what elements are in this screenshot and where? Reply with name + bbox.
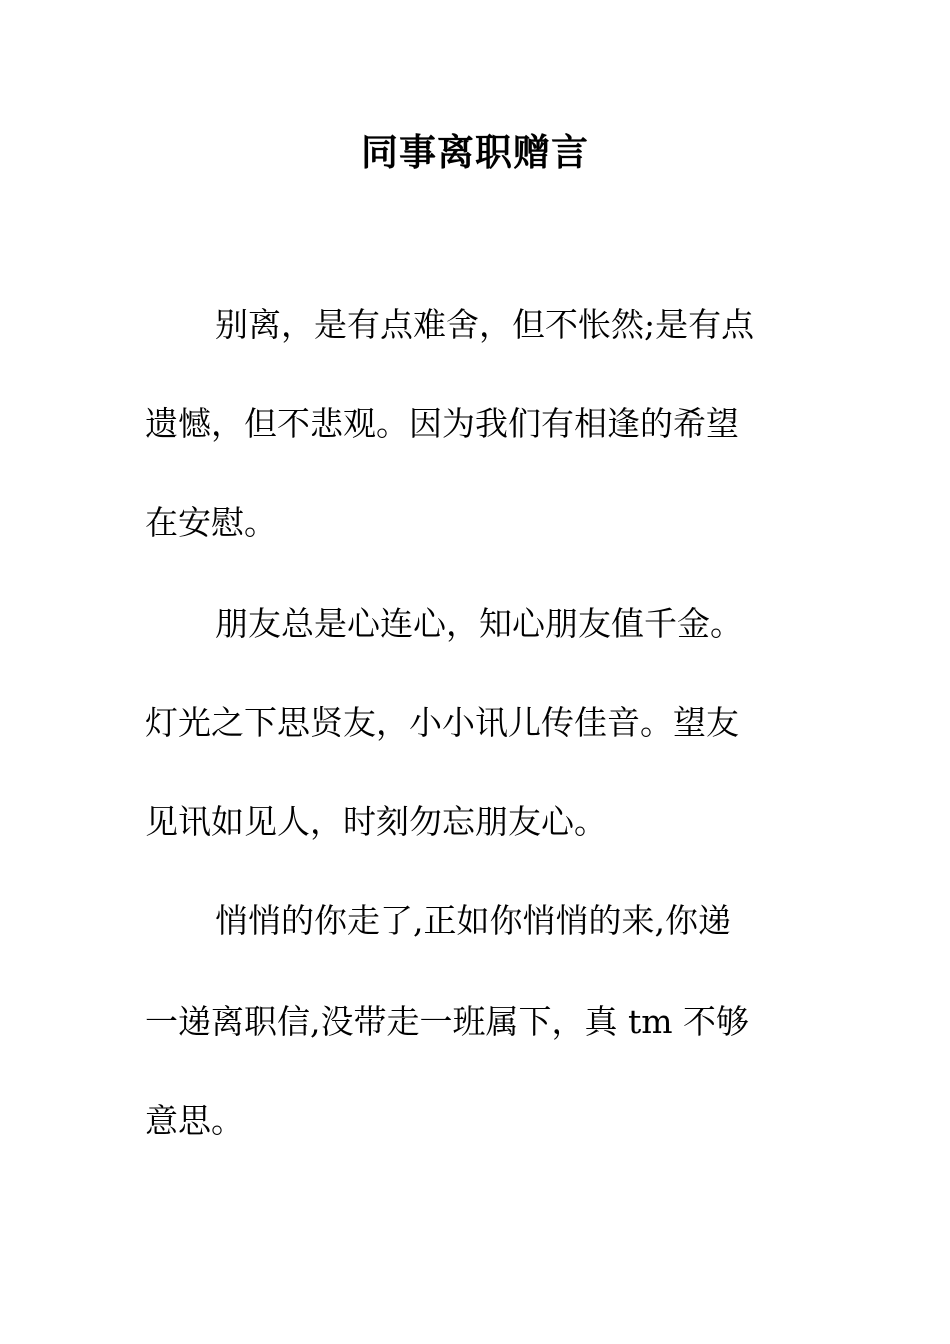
paragraph-line: 见讯如见人，时刻勿忘朋友心。 <box>145 802 607 841</box>
paragraph-line: 遗憾，但不悲观。因为我们有相逢的希望 <box>145 404 739 443</box>
paragraph-line: 在安慰。 <box>145 503 277 542</box>
paragraph-line: 灯光之下思贤友，小小讯儿传佳音。望友 <box>145 703 739 742</box>
paragraph-line: 一递离职信,没带走一班属下，真 tm 不够 <box>145 1002 750 1041</box>
paragraph-line: 意思。 <box>145 1101 244 1140</box>
document-title: 同事离职赠言 <box>361 130 589 174</box>
paragraph-line: 别离，是有点难舍，但不怅然;是有点 <box>215 305 755 344</box>
paragraph-line: 悄悄的你走了,正如你悄悄的来,你递 <box>215 901 731 940</box>
paragraph-line: 朋友总是心连心，知心朋友值千金。 <box>215 604 743 643</box>
